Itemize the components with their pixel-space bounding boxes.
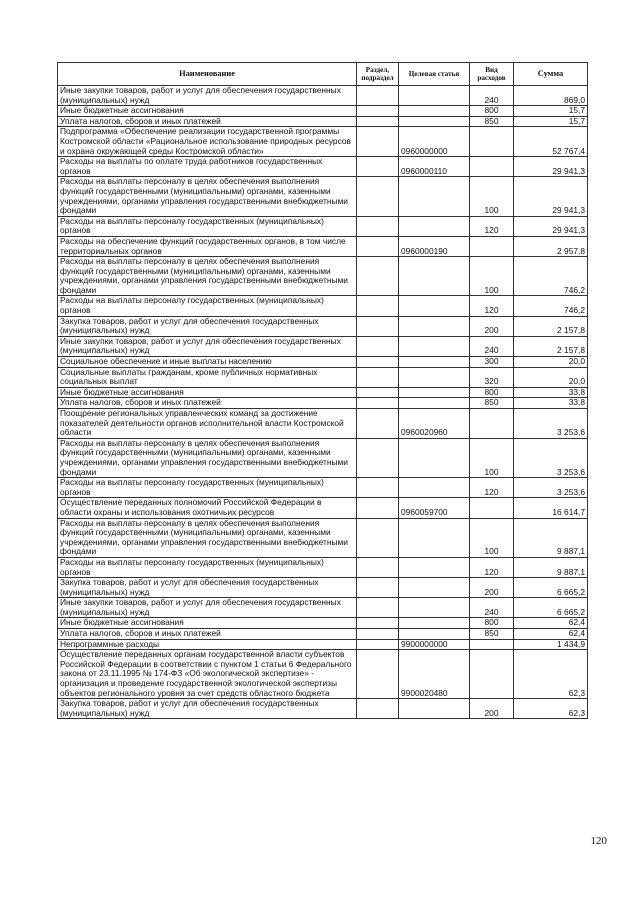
cell-expense-type (470, 498, 514, 518)
cell-target (399, 316, 470, 336)
cell-target (399, 116, 470, 127)
cell-name: Иные бюджетные ассигнования (58, 106, 357, 117)
cell-amount: 62,3 (514, 699, 588, 719)
cell-target (399, 578, 470, 598)
cell-amount: 9 887,1 (514, 518, 588, 557)
cell-name: Иные закупки товаров, работ и услуг для обеспечения государственных (муниципальных) нужд (58, 86, 357, 106)
cell-section (357, 629, 399, 640)
cell-expense-type (470, 409, 514, 439)
cell-section (357, 498, 399, 518)
cell-name: Подпрограмма «Обеспечение реализации государственной программы Костромской области «Рациональное использование природных ресурсов и охрана окружающей среды Костромской области» (58, 127, 357, 157)
cell-amount: 62,4 (514, 618, 588, 629)
cell-amount: 20,0 (514, 357, 588, 368)
cell-target (399, 336, 470, 356)
table-row (58, 127, 588, 157)
cell-target (399, 598, 470, 618)
table-row (58, 216, 588, 236)
cell-expense-type: 850 (470, 629, 514, 640)
table-row (58, 629, 588, 640)
cell-target: 0960059700 (399, 498, 470, 518)
table-row (58, 557, 588, 577)
cell-amount: 15,7 (514, 106, 588, 117)
cell-amount: 6 665,2 (514, 578, 588, 598)
table-row (58, 177, 588, 216)
cell-amount: 29 941,3 (514, 216, 588, 236)
cell-target: 0960000000 (399, 127, 470, 157)
cell-expense-type (470, 157, 514, 177)
cell-target (399, 106, 470, 117)
cell-expense-type: 800 (470, 106, 514, 117)
cell-name: Расходы на выплаты персоналу государственных (муниципальных) органов (58, 296, 357, 316)
table-row (58, 86, 588, 106)
cell-name: Иные закупки товаров, работ и услуг для обеспечения государственных (муниципальных) нужд (58, 336, 357, 356)
cell-expense-type: 100 (470, 177, 514, 216)
cell-expense-type: 240 (470, 86, 514, 106)
cell-section (357, 409, 399, 439)
cell-target (399, 629, 470, 640)
table-row (58, 106, 588, 117)
header-target: Целевая статья (399, 63, 470, 86)
cell-amount: 746,2 (514, 296, 588, 316)
cell-target (399, 86, 470, 106)
cell-section (357, 438, 399, 477)
cell-target: 9900000000 (399, 639, 470, 650)
header-amount: Сумма (514, 63, 588, 86)
header-section: Раздел, подраздел (357, 63, 399, 86)
cell-name: Расходы на выплаты персоналу в целях обеспечения выполнения функций государственными (муниципальными) органами, казенными учреждениями, органами управления государственными внебюджетными фондами (58, 438, 357, 477)
table-row (58, 478, 588, 498)
cell-name: Уплата налогов, сборов и иных платежей (58, 398, 357, 409)
cell-section (357, 699, 399, 719)
cell-expense-type: 100 (470, 518, 514, 557)
cell-section (357, 257, 399, 296)
table-row (58, 598, 588, 618)
cell-section (357, 157, 399, 177)
table-body (58, 86, 588, 719)
cell-name: Закупка товаров, работ и услуг для обеспечения государственных (муниципальных) нужд (58, 316, 357, 336)
cell-name: Закупка товаров, работ и услуг для обеспечения государственных (муниципальных) нужд (58, 578, 357, 598)
table-row (58, 236, 588, 256)
table-row (58, 257, 588, 296)
cell-name: Расходы на выплаты персоналу в целях обеспечения выполнения функций государственными (муниципальными) органами, казенными учреждениями, органами управления государственными внебюджетными фондами (58, 518, 357, 557)
cell-amount: 1 434,9 (514, 639, 588, 650)
table-row (58, 316, 588, 336)
table-row (58, 699, 588, 719)
table-row (58, 639, 588, 650)
table-row (58, 518, 588, 557)
cell-target (399, 387, 470, 398)
cell-section (357, 387, 399, 398)
cell-name: Иные бюджетные ассигнования (58, 387, 357, 398)
cell-expense-type: 120 (470, 296, 514, 316)
cell-section (357, 106, 399, 117)
cell-expense-type: 100 (470, 438, 514, 477)
table-row (58, 336, 588, 356)
cell-section (357, 598, 399, 618)
cell-section (357, 618, 399, 629)
cell-amount: 9 887,1 (514, 557, 588, 577)
header-name: Наименование (58, 63, 357, 86)
cell-name: Иные бюджетные ассигнования (58, 618, 357, 629)
cell-amount: 33,8 (514, 387, 588, 398)
cell-name: Расходы на выплаты персоналу в целях обеспечения выполнения функций государственными (муниципальными) органами, казенными учреждениями, органами управления государственными внебюджетными фондами (58, 177, 357, 216)
table-row (58, 387, 588, 398)
cell-section (357, 367, 399, 387)
cell-name: Осуществление переданных полномочий Российской Федерации в области охраны и использования охотничьих ресурсов (58, 498, 357, 518)
cell-target: 0960000110 (399, 157, 470, 177)
cell-target (399, 367, 470, 387)
cell-section (357, 336, 399, 356)
cell-name: Социальное обеспечение и иные выплаты населению (58, 357, 357, 368)
cell-expense-type: 850 (470, 398, 514, 409)
cell-amount: 3 253,6 (514, 478, 588, 498)
table-row (58, 650, 588, 699)
cell-section (357, 639, 399, 650)
cell-target: 9900020480 (399, 650, 470, 699)
page-number: 120 (590, 835, 607, 847)
cell-name: Расходы на выплаты по оплате труда работников государственных органов (58, 157, 357, 177)
cell-amount: 6 665,2 (514, 598, 588, 618)
cell-amount: 2 157,8 (514, 336, 588, 356)
cell-section (357, 478, 399, 498)
cell-target (399, 478, 470, 498)
cell-amount: 62,4 (514, 629, 588, 640)
cell-name: Иные закупки товаров, работ и услуг для обеспечения государственных (муниципальных) нужд (58, 598, 357, 618)
cell-amount: 29 941,3 (514, 157, 588, 177)
cell-name: Расходы на выплаты персоналу в целях обеспечения выполнения функций государственными (муниципальными) органами, казенными учреждениями, органами управления государственными внебюджетными фондами (58, 257, 357, 296)
table-row (58, 296, 588, 316)
cell-section (357, 116, 399, 127)
table-row (58, 409, 588, 439)
cell-target: 0960020960 (399, 409, 470, 439)
cell-amount: 3 253,6 (514, 438, 588, 477)
table-row (58, 116, 588, 127)
cell-target (399, 216, 470, 236)
cell-expense-type: 120 (470, 478, 514, 498)
table-row (58, 498, 588, 518)
cell-section (357, 357, 399, 368)
cell-amount: 15,7 (514, 116, 588, 127)
cell-expense-type: 200 (470, 578, 514, 598)
cell-expense-type: 200 (470, 699, 514, 719)
cell-amount: 2 957,8 (514, 236, 588, 256)
cell-section (357, 127, 399, 157)
cell-section (357, 398, 399, 409)
cell-amount: 16 614,7 (514, 498, 588, 518)
budget-table (57, 62, 588, 719)
cell-amount: 2 157,8 (514, 316, 588, 336)
cell-expense-type (470, 127, 514, 157)
cell-amount: 33,8 (514, 398, 588, 409)
cell-amount: 3 253,6 (514, 409, 588, 439)
cell-name: Непрограммные расходы (58, 639, 357, 650)
table-row (58, 438, 588, 477)
table-row (58, 367, 588, 387)
cell-target (399, 699, 470, 719)
cell-expense-type: 240 (470, 598, 514, 618)
cell-amount: 20,0 (514, 367, 588, 387)
cell-expense-type: 300 (470, 357, 514, 368)
header-expense-type: Вид расходов (470, 63, 514, 86)
cell-name: Расходы на обеспечение функций государственных органов, в том числе территориальных органов (58, 236, 357, 256)
table-row (58, 157, 588, 177)
cell-target (399, 357, 470, 368)
cell-target (399, 518, 470, 557)
cell-target (399, 257, 470, 296)
table-row (58, 398, 588, 409)
cell-section (357, 518, 399, 557)
cell-amount: 746,2 (514, 257, 588, 296)
cell-name: Расходы на выплаты персоналу государственных (муниципальных) органов (58, 216, 357, 236)
cell-name: Закупка товаров, работ и услуг для обеспечения государственных (муниципальных) нужд (58, 699, 357, 719)
cell-expense-type: 320 (470, 367, 514, 387)
cell-expense-type: 120 (470, 216, 514, 236)
cell-name: Социальные выплаты гражданам, кроме публичных нормативных социальных выплат (58, 367, 357, 387)
cell-expense-type (470, 236, 514, 256)
cell-expense-type: 200 (470, 316, 514, 336)
cell-amount: 869,0 (514, 86, 588, 106)
cell-section (357, 86, 399, 106)
cell-name: Осуществление переданных органам государственной власти субъектов Российской Федерации в соответствии с пунктом 1 статьи 6 Федерального закона от 23.11.1995 № 174-ФЗ «Об экологической экспертизе» - организация и проведение государственной экологической экспертизы объектов регионального уровня за счет средств областного бюджета (58, 650, 357, 699)
cell-amount: 29 941,3 (514, 177, 588, 216)
cell-name: Расходы на выплаты персоналу государственных (муниципальных) органов (58, 478, 357, 498)
cell-section (357, 296, 399, 316)
cell-expense-type (470, 639, 514, 650)
table-row (58, 618, 588, 629)
cell-expense-type: 800 (470, 618, 514, 629)
cell-expense-type: 800 (470, 387, 514, 398)
cell-section (357, 236, 399, 256)
cell-expense-type (470, 650, 514, 699)
cell-amount: 52 767,4 (514, 127, 588, 157)
cell-name: Расходы на выплаты персоналу государственных (муниципальных) органов (58, 557, 357, 577)
table-header-row (58, 63, 588, 86)
table-row (58, 357, 588, 368)
cell-target (399, 438, 470, 477)
cell-name: Уплата налогов, сборов и иных платежей (58, 629, 357, 640)
cell-target: 0960000190 (399, 236, 470, 256)
cell-expense-type: 120 (470, 557, 514, 577)
cell-section (357, 650, 399, 699)
cell-section (357, 557, 399, 577)
cell-target (399, 296, 470, 316)
cell-section (357, 316, 399, 336)
cell-section (357, 578, 399, 598)
cell-target (399, 177, 470, 216)
cell-target (399, 557, 470, 577)
cell-section (357, 177, 399, 216)
cell-name: Поощрение региональных управленческих команд за достижение показателей деятельности органов исполнительной власти Костромской области (58, 409, 357, 439)
table-row (58, 578, 588, 598)
cell-target (399, 618, 470, 629)
cell-section (357, 216, 399, 236)
cell-target (399, 398, 470, 409)
cell-amount: 62,3 (514, 650, 588, 699)
cell-expense-type: 850 (470, 116, 514, 127)
cell-name: Уплата налогов, сборов и иных платежей (58, 116, 357, 127)
cell-expense-type: 240 (470, 336, 514, 356)
cell-expense-type: 100 (470, 257, 514, 296)
